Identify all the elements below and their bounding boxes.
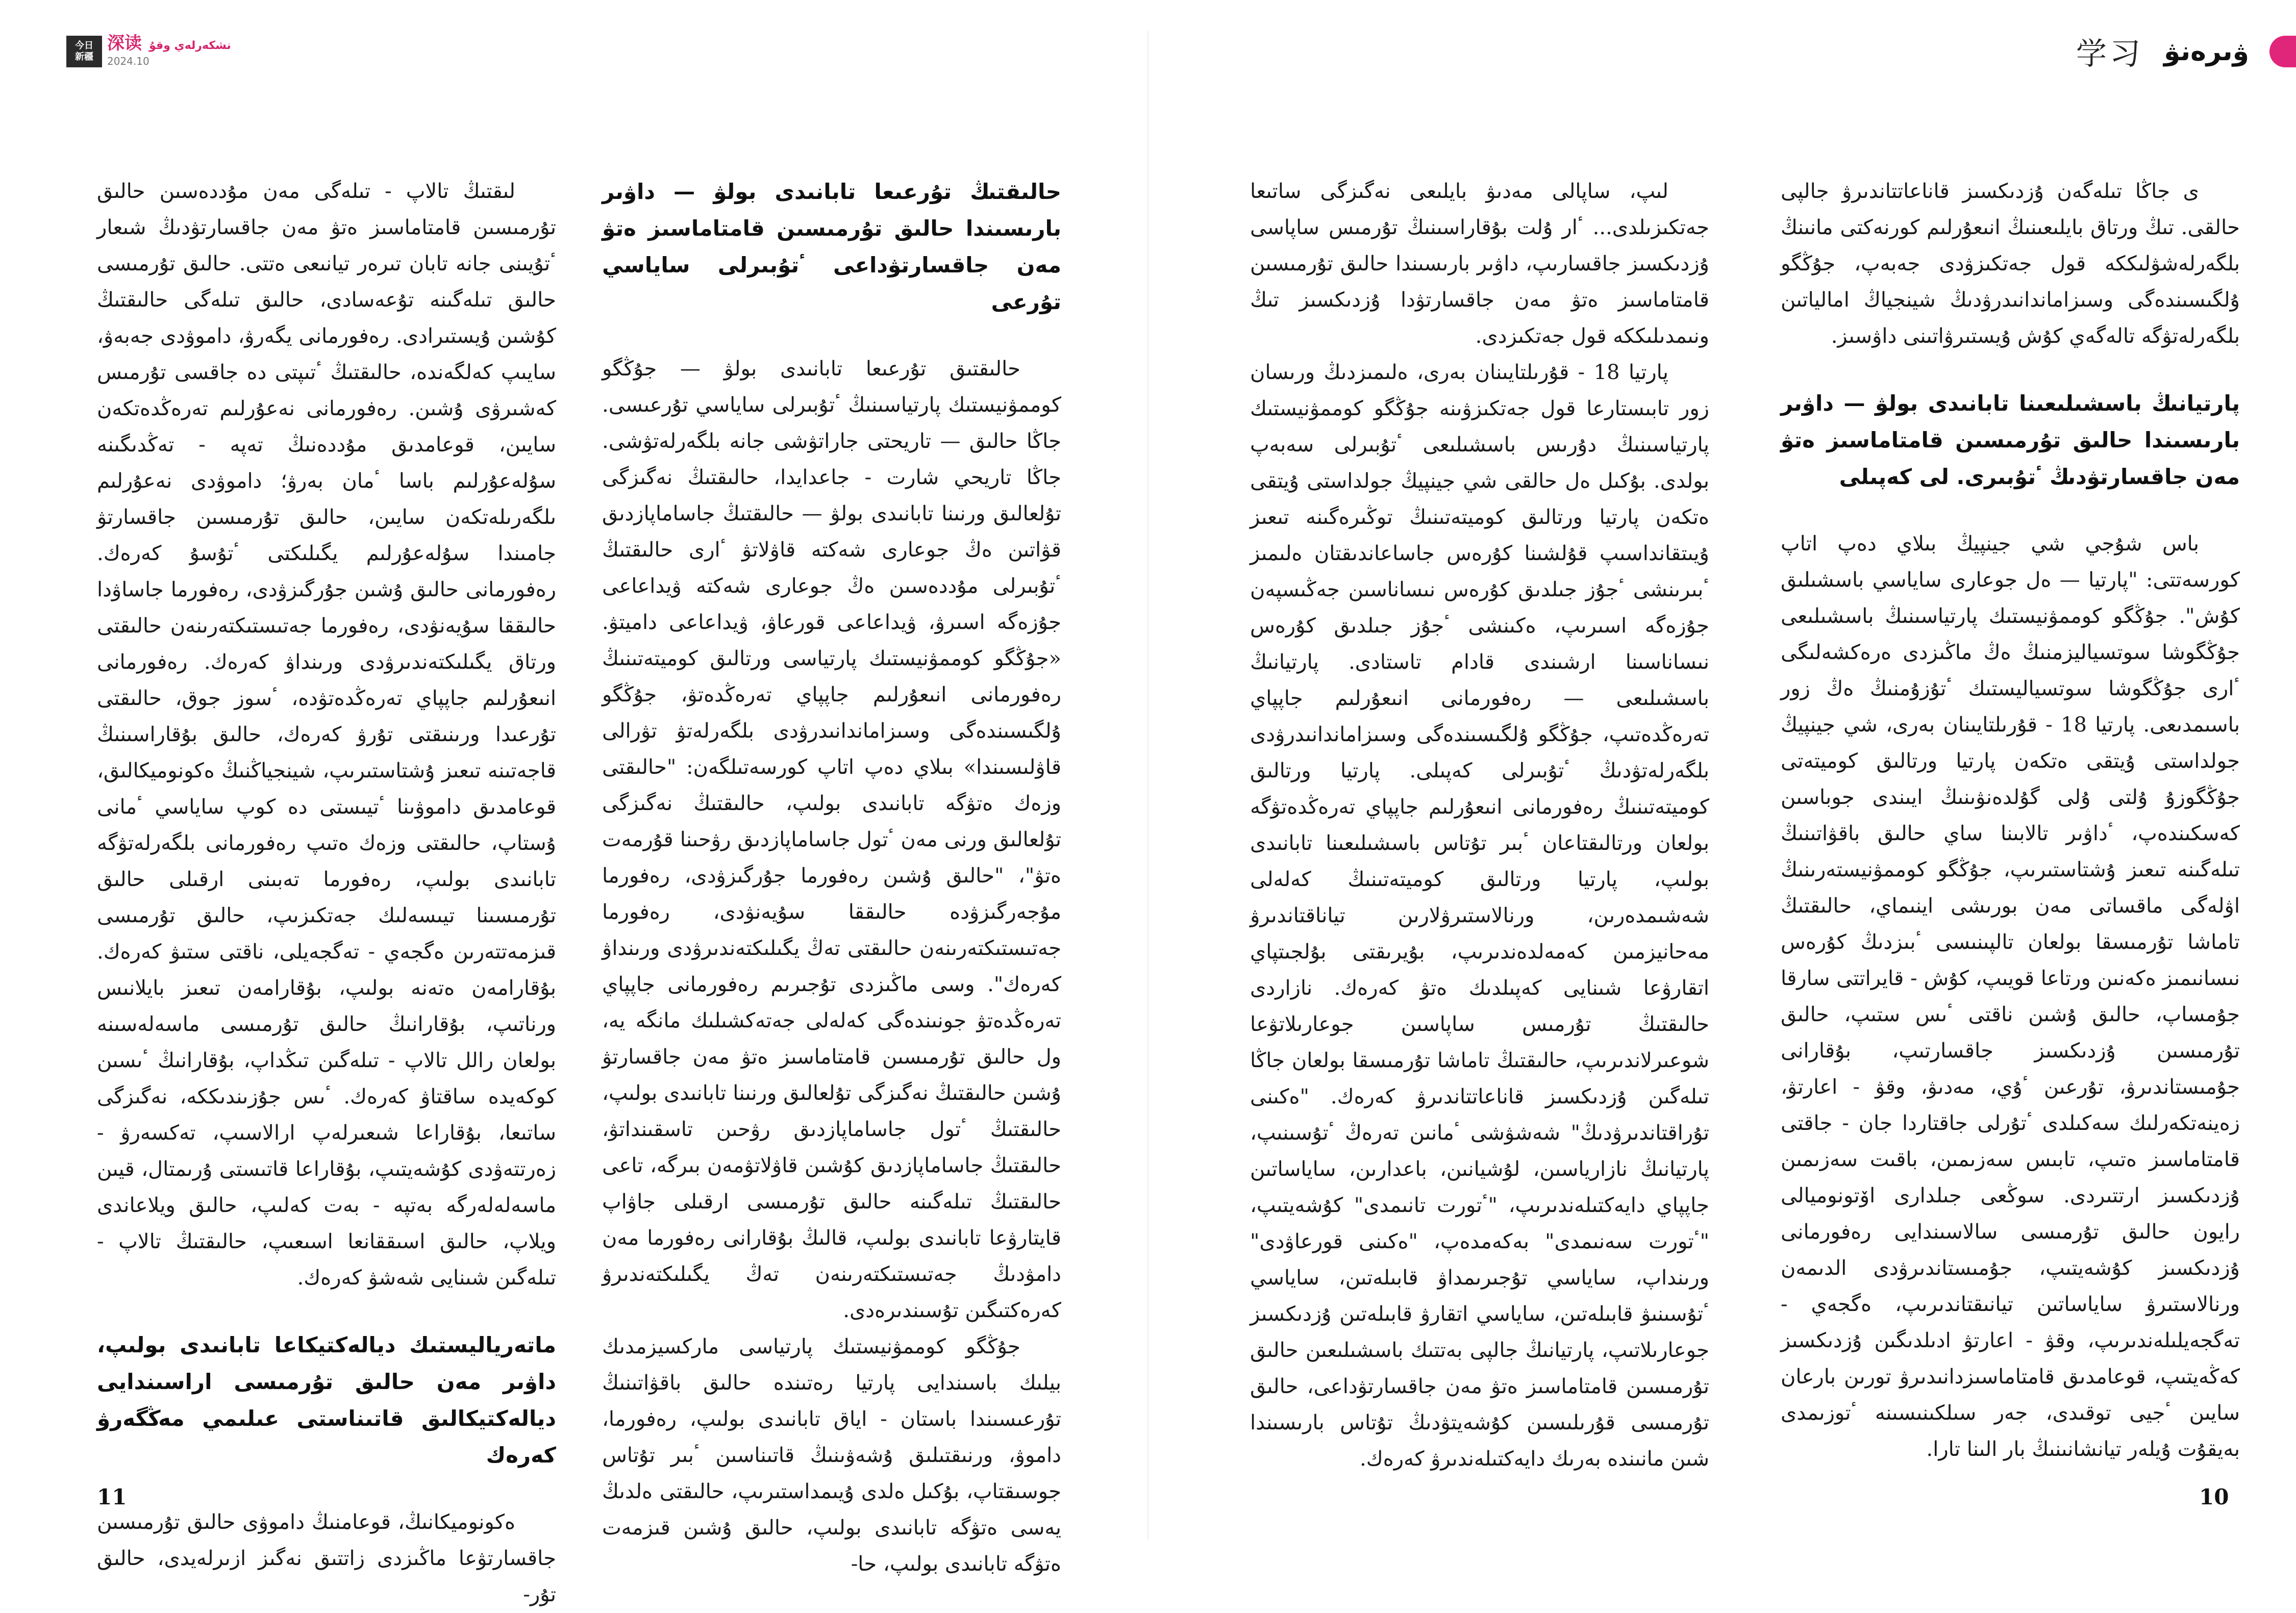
issue-date: 2024.10 [107,55,149,67]
body-paragraph: جۇڭگو كوممۋنيستىك پارتياسى ماركسيزمدىك بيلىك باسىندايى پارتيا رەتىندە حالىق باقۋاتىنىڭ تۇرعىسىندا باستان - اياق تابانىدى بولىپ، رەفورما، داموۋ، ورنىقتىلىق ۇشەۋىنىڭ قاتىناسىن ٴبىر تۇتاس جوسىقتاپ، بۇكىل ەلدى ۇيىمداستىرىپ، حالىقتى ەلدىڭ يەسى ەتۋگە تابانىدى بولىپ، حالىق ۇشىن قىزمەت ەتۋگە تابانىدى بولىپ، حا- [602,1335,1061,1576]
logo-line-2: 新疆 [75,52,93,62]
column-title-ug: نشكەرلەي وقۇ [149,39,231,52]
section-heading: ماتەرياليستىك ديالەكتيكاعا تابانىدى بولىپ، داۋىر مەن حالىق تۇرمىسى اراسىندايى ديالەكتيكالىق قاتىناستى عىلىمي مەڭگەرۋ كەرەك [97,1332,556,1468]
body-paragraph: پارتيا 18 - قۇرىلتايىنان بەرى، ەلىمىزدىڭ ورىسان زور تابىستارعا قول جەتكىزۋىنە جۇڭگو كوممۋنيستىك پارتياسىنىڭ دۇرىس باسشىلىعى ٴتۇبىرلى سەبەپ بولدى. بۇكىل ەل حالقى شي جينپيڭ جولداستى ۇيتقى ەتكەن پارتيا ورتالىق كوميتەتىنىڭ توڭىرەگىنە تىعىز ۇيىتقانداسىپ قۇلشىنا كۇرەس جاساعاندىقتان ەلىمىز ٴبىرىنشى ٴجۇز جىلدىق كۇرەس نىساناسىن جەڭىسپەن جۇزەگە اسىرىپ، ەكىنشى ٴجۇز جىلدىق كۇرەس نىساناسىنا ارشىندى قادام تاستادى. پارتيانىڭ باسشىلىعى — رەفورمانى انىعۇرلىم جاپپاي تەرەڭدەتىپ، جۇڭگو ۇلگىسىندەگى وسىزاماندانىدرۋدى بلگەرلەتۋدىڭ ٴتۇبىرلى كەپىلى. پارتيا ورتالىق كوميتەتىنىڭ رەفورمانى انىعۇرلىم جاپپاي تەرەڭدەتۋگە بولعان ورتالىقتاعان ٴبىر تۇتاس باسشىلىعىنا تابانىدى بولىپ، پارتيا ورتالىق كوميتەتىنىڭ كەلەلى شەشىمدەرىن، ورنالاستىرۋلارىن تياناقتاندىرۋ مەحانيزمىن كەمەلدەندىرىپ، بۇيرىقتى بۇلجىتپاي اتقارۋعا شىنايى كەپىلدىك ەتۋ كەرەك. نازاردى حالىقتىڭ تۇرمىس ساپاسىن جوعارىلاتۋعا شوعىرلاندىرىپ، حالىقتىڭ تاماشا تۇرمىسقا بولعان جاڭا تىلەگىن ۇزدىكسىز قاناعاتتاندىرۋ كەرەك. "ەكىنى تۇراقتاندىرۋدىڭ" شەشۋشى ٴمانىن تەرەڭ ٴتۇسىنىپ، پارتيانىڭ نازارياسىن، لۇشيانىن، باعدارىن، ساياساتىن جاپپاي دايەكتىلەندىرىپ، "ٴتورت تانىمدى" كۇشەيتىپ، "ٴتورت سەنىمدى" بەكەمدەپ، "ەكىنى قورعاۋدى" ورىنداپ، ساياسي تۇجىرىمداۋ قابىلەتىن، ساياسي ٴتۇسىنىۋ قابىلەتىن، ساياسي اتقارۋ قابىلەتىن ۇزدىكسىز جوعارىلاتىپ، پارتيانىڭ جالپى بەتتىك باسشىلىعىن حالىق تۇرمىسىن قامتاماسىز ەتۋ مەن جاقسارتۋداعى، حالىق تۇرمىسى قۇرىلىسىن كۇشەيتۋدىڭ تۇتاس بارىسىندا شىن مانىندە بەرىك دايەكتىلەندىرۋ كەرەك. [1250,361,1709,1471]
magazine-masthead [66,32,231,67]
section-heading: پارتيانىڭ باسشىلىعىنا تابانىدى بولۋ — داۋىر بارىسىندا حالىق تۇرمىسىن قامتاماسىز ەتۋ مەن جاقسارتۋدىڭ ٴتۇبىرى. لى كەپىلى [1781,391,2240,489]
article-column-3 [602,173,1061,1582]
body-paragraph: لىقتىڭ تالاپ - تىلەگى مەن مۇددەسىن حالىق تۇرمىسىن قامتاماسىز ەتۋ مەن جاقسارتۋدىڭ شىعار ٴتۇيىنى جانە تابان تىرەر تيانىعى ەتتى. حالىق تۇرمىسى حالىق تىلەگىنە تۇعەسادى، حالىق تىلەگى حالىقتىڭ كۇشىن ۇيستىرادى. رەفورمانى يگەرۋ، داموۋدى جەبەۋ، سايىپ كەلگەندە، حالىقتىڭ ٴتىپتى دە جاقسى تۇرمىس كەشىرۋى ۇشىن. رەفورمانى نەعۇرلىم تەرەڭدەتكەن سايىن، قوعامدىق مۇددەنىڭ تەپە - تەڭدىگىنە سۇلەعۇرلىم باسا ٴمان بەرۋ؛ داموۋدى نەعۇرلىم ىلگەرىلەتكەن سايىن، حالىق تۇرمىسىن جاقسارتۋ جامىندا سۇلەعۇرلىم يگىلىكتى ٴتۇسۇ كەرەك. رەفورمانى حالىق ۇشىن جۇرگىزۋدى، رەفورما جاساۋدا حالىققا سۇيەنۋدى، رەفورما جەتىستىكتەرىنەن حالىقتى ورتاق يگىلىكتەندىرۋدى ورىنداۋ كەرەك. رەفورمانى انىعۇرلىم جاپپاي تەرەڭدەتۋدە، ٴسوز جوق، حالىقتى تۇرعىدا ورىنىقتى تۇرۋ كەرەك، حالىق بۇقاراسىنىڭ قاجەتىنە تىعىز ۇشتاستىرىپ، شينجياڭنىڭ ەكونوميكالىق، قوعامدىق داموۋىنا ٴتيىستى دە كوپ ساياسي ٴمانى ۇستاپ، حالىقتى وزەك ەتىپ رەفورمانى بلگەرلەتۋگە تابانىدى بولىپ، رەفورما تەبىنى ارقىلى حالىق تۇرمىسىنا تيىسەلىك جەتكىزىپ، حالىق تۇرمىسى قىزمەتتەرىن ەگجەي - تەگجەيلى، ناقتى ستىۋ كەرەك. بۇقارامەن ەتەنە بولىپ، بۇقارامەن تىعىز بايلانىس ورناتىپ، بۇقارانىڭ حالىق تۇرمىسى ماسەلەسىنە بولعان رالل تالاپ - تىلەگىن تىڭداپ، بۇقارانىڭ ٴىسىن كوكەيدە ساقتاۋ كەرەك. ٴىس جۇزىندىككە، نەگىزگى ساتىعا، بۇقاراعا شىعىرلەپ ارالاسىپ، تەكسەرۋ - زەرتتەۋدى كۇشەيتىپ، بۇقاراعا قاتىستى ۇرىمتال، قيىن ماسەلەلەرگە بەتپە - بەت كەلىپ، حالىق ويلاعاندى ويلاپ، حالىق اسىققانعا اسىعىپ، حالىقتىڭ تالاپ - تىلەگىن شىنايى شەشۋ كەرەك. [97,180,556,1290]
body-paragraph: ى جاڭا تىلەگەن ۇزدىكسىز قاناعاتتاندىرۋ جالپى حالقى. تىڭ ورتاق بايلىعىنىڭ انىعۇرلىم كورنەكتى مانىنڭ بلگەرلەشۋلىككە قول جەتكىزۋدى جەبەپ، جۇڭگو ۇلگىسىندەگى وسىزاماندانىدرۋدىڭ شينجياڭ امالياتىن بلگەرلەتۋگە تالەگەي كۇش ۇيستىرۋاتىنى داۋسىز. [1781,180,2240,348]
section-heading: حالىقتىڭ تۇرعىعا تابانىدى بولۋ — داۋىر بارىسىندا حالىق تۇرمىسىن قامتاماسىز ەتۋ مەن جاقسارتۋداعى ٴتۇبىرلى ساياسي تۇرعى [602,179,1061,314]
section-tab-marker [2269,36,2296,67]
page-number-right: 10 [2199,1484,2229,1509]
article-column-2 [1250,173,1709,1477]
section-title-ug: ۋىرەنۋ [2163,36,2249,67]
body-paragraph: لىپ، ساپالى مەدىۋ بايلىعى نەگىزگى ساتىعا جەتكىزىلدى... ٴار ۇلت بۇقاراسىنىڭ تۇرمىس ساپاسى ۇزدىكسىز جاقسارىپ، داۋىر بارىسىندا حالىق تۇرمىسىن قامتاماسىز ەتۋ مەن جاقسارتۋدا ۇزدىكسىز تىڭ ونىمدىلىككە قول جەتكىزدى. [1250,180,1709,348]
section-title-cn: 学习 [2076,36,2143,72]
page-number-left: 11 [97,1484,127,1509]
section-header [2076,29,2296,74]
logo-line-1: 今日 [75,40,93,51]
body-paragraph: باس شۇجي شي جينپيڭ بىلاي دەپ اتاپ كورسەتتى: "پارتيا — ەل جوعارى ساياسي باسشىلىق كۇش". جۇڭگو كوممۋنيستىك پارتياسىنىڭ باسشىلىعى جۇڭگوشا سوتسياليزمنىڭ ەڭ ماڭىزدى ەرەكشەلىگى ٴارى جۇڭگوشا سوتسياليستىك ٴتۇزۇمنىڭ ەڭ زور باسىمدىعى. پارتيا 18 - قۇرىلتايىنان بەرى، شي جينپيڭ جولداستى ۇيتقى ەتكەن پارتيا ورتالىق كوميتەتى جۇڭگوزۇ ۇلتى ۇلى گۇلدەنۋىنىڭ ايىندى جوباسىن كەسكىندەپ، ٴداۋىر تالابىنا ساي حالىق باقۋاتىنىڭ تىلەگىنە تىعىز ۇشتاستىرىپ، جۇڭگو كوممۋنيستەرىنىڭ اۋلەگى ماقساتى مەن بورىشى اينىماي، حالىقتىڭ تاماشا تۇرمىسقا بولعان تالپىنىسى ٴبىزدىڭ كۇرەس نىسانىمىز ەكەنىن ورتاعا قويىپ، كۇش - قايراتتى سارقا جۇمساپ، حالىق ۇشىن ناقتى ٴىس ستىپ، حالىق تۇرمىسىن ۇزدىكسىز جاقسارتىپ، بۇقارانى جۇمىستاندىرۋ، تۇرعىن ٴۇي، مەدىۋ، وقۋ - اعارتۋ، زەينەتكەرلىك سەكىلدى ٴتۇرلى جاقتاردا جان - جاقتى قامتاماسىز ەتىپ، تابىس سەزىمىن، باقىت سەزىمىن ۇزدىكسىز ارتتىردى. سوڭعى جىلدارى اۆتونوميالى رايون حالىق تۇرمىسى سالاسىندايى رەفورمانى ۇزدىكسىز كۇشەيتىپ، جۇمىستاندىرۋدى الدىمەن ورنالاستىرۋ ساياساتىن تيانىقتاندىرىپ، ەگجەي - تەگجەيلىلەندىرىپ، وقۋ - اعارتۋ ادىلدىگىن ۇزدىكسىز كەڭەيتىپ، قوعامدىق قامتاماسىزدانىدىرۋ تورىن بارعان سايىن ٴجيى توقىدى، جەر سىلكىنىسىنە ٴتوزىمدى بەيقۇت ۇيلەر تيانشانىنىڭ بار الىنا تارا. [1781,532,2240,1461]
column-title-cn: 深读 [107,33,142,54]
body-paragraph: حالىقتىق تۇرعىعا تابانىدى بولۋ — جۇڭگو كوممۋنيستىك پارتياسىنىڭ ٴتۇبىرلى ساياسي تۇرعىسى. جاڭا حالىق — تاريحتى جاراتۋشى جانە بلگەرلەتۋشى. جاڭا تاريحي شارت - جاعدايدا، حالىقتىڭ نەگىزگى تۇلعالىق ورنىنا تابانىدى بولۋ — حالىقتىڭ جاساماپازدىق قۋاتىن ەڭ جوعارى شەكتە قاۋلاتۋ ٴارى حالىقتىڭ ٴتۇبىرلى مۇددەسىن ەڭ جوعارى شەكتە ۋيداعاعى جۇزەگە اسىرۋ، ۋيداعاعى قورعاۋ، ۋيداعاعى داميتۋ. «جۇڭگو كوممۋنيستىك پارتياسى ورتالىق كوميتەتىنىڭ رەفورمانى انىعۇرلىم جاپپاي تەرەڭدەتۋ، جۇڭگو ۇلگىسىندەگى وسىزاماندانىدرۋدى بلگەرلەتۋ تۋرالى قاۋلىسىندا» بىلاي دەپ اتاپ كورسەتىلگەن: "حالىقتى وزەك ەتۋگە تابانىدى بولىپ، حالىقتىڭ نەگىزگى تۇلعالىق ورنى مەن ٴتول جاساماپازدىق رۋحىنا قۇرمەت ەتۋ"، "حالىق ۇشىن رەفورما جۇرگىزۋدى، رەفورما مۇجەرگىزۋدە حالىققا سۇيەنۋدى، رەفورما جەتىستىكتەرىنەن حالىقتى تەڭ يگىلىكتەندىرۋدى ورىنداۋ كەرەك". وسى ماڭىزدى تۇجىرىم رەفورمانى جاپپاي تەرەڭدەتۋ جونىندەگى كەلەلى جەتەكشىلىك مانگە يە، ول حالىق تۇرمىسىن قامتاماسىز ەتۋ مەن جاقسارتۋ ۇشىن حالىقتىڭ نەگىزگى تۇلعالىق ورنىنا تابانىدى بولىپ، حالىقتىڭ ٴتول جاساماپازدىق رۋحىن تاسقىنداتۋ، حالىقتىڭ جاساماپازدىق كۇشىن قاۋلاتۋمەن بىرگە، تاعى حالىقتىڭ تىلەگىنە حالىق تۇرمىسى ارقىلى جاۋاپ قايتارۋعا تابانىدى بولىپ، قالىڭ بۇقارانى رەفورما مەن دامۋدىڭ جەتىستىكتەرىنەن تەڭ يگىلىكتەندىرۋ كەرەكتىگىن تۇسىندىرەدى. [602,357,1061,1322]
page-gutter [1147,31,1149,1541]
article-column-4 [97,173,556,1613]
article-column-1 [1781,173,2240,1468]
masthead-text [107,29,231,67]
body-paragraph: ەكونوميكانىڭ، قوعامنىڭ داموۋى حالىق تۇرمىسىن جاقسارتۋعا ماڭىزدى زاتتىق نەگىز ازىرلەيدى، حالىق تۇر- [97,1510,556,1606]
magazine-logo [66,36,102,67]
